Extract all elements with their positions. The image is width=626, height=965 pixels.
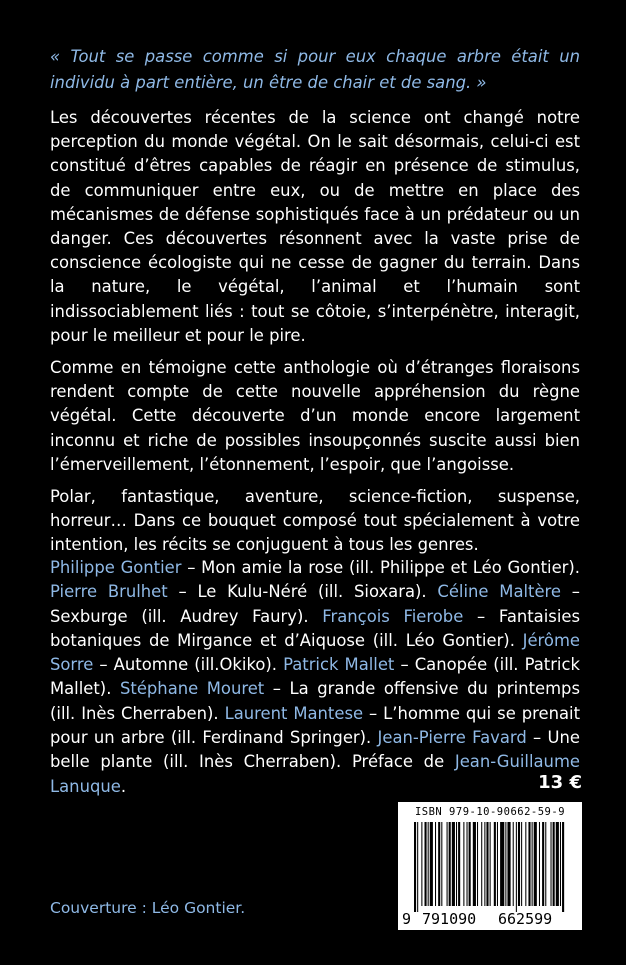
barcode-bar xyxy=(562,822,564,912)
barcode-bar xyxy=(467,822,468,906)
story-credit: – L’homme qui se prenait pour un arbre (ill. Ferdinand Springer). xyxy=(50,703,581,748)
ean-right-digits: 662599 xyxy=(498,910,553,928)
story-credit: – Mon amie la rose (ill. Philippe et Léo Gontier). xyxy=(181,558,580,577)
barcode-bar xyxy=(518,822,520,906)
barcode-bar xyxy=(438,822,440,906)
barcode-bar xyxy=(528,822,530,906)
barcode-bar xyxy=(494,822,496,906)
story-credit: – Sexburge (ill. Audrey Faury). xyxy=(50,582,580,626)
story-credit: . xyxy=(120,776,127,796)
author-name: Pierre Brulhet xyxy=(50,582,168,602)
author-name: Laurent Mantese xyxy=(224,703,364,723)
barcode-bar xyxy=(469,822,471,906)
barcode-bar xyxy=(525,822,526,906)
contents-credits xyxy=(50,556,580,799)
barcode-bar xyxy=(477,822,478,906)
author-name: François Fierobe xyxy=(322,606,464,626)
author-name: Jean-Guillaume Lanuque xyxy=(50,752,580,796)
barcode-bar xyxy=(516,822,517,912)
barcode-bar xyxy=(435,822,436,906)
story-credit: – Canopée (ill. Patrick Mallet). xyxy=(50,655,580,699)
barcode-bar xyxy=(497,822,498,906)
barcode-bar xyxy=(490,822,491,906)
barcode-bar xyxy=(505,822,506,906)
barcode-bar xyxy=(556,822,559,906)
story-credit: – La grande offensive du printemps (ill. Inès Cherraben). xyxy=(50,679,580,723)
barcode-bar xyxy=(539,822,540,906)
barcode-bar xyxy=(447,822,448,906)
barcode-bar xyxy=(484,822,485,906)
isbn-label: ISBN 979-10-90662-59-9 xyxy=(414,806,566,818)
barcode-bar xyxy=(428,822,429,906)
blurb-paragraph-2: Comme en témoigne cette anthologie où d’étranges floraisons rendent compte de cette nouvelle appréhension du règne végétal. Cette découverte d’un monde encore largement inconnu et riche de possibles insoupçonnés suscite aussi bien l’émerveillement, l’étonnement, l’espoir, que l’angoisse. xyxy=(50,358,580,474)
price: 13 € xyxy=(538,772,582,793)
story-credit: – Le Kulu-Néré (ill. Sioxara). xyxy=(167,582,438,602)
ean-first-digit: 9 xyxy=(402,910,412,928)
barcode-bars xyxy=(414,822,566,912)
barcode-bar xyxy=(534,822,537,906)
barcode-bar xyxy=(449,822,451,906)
barcode-bar xyxy=(507,822,510,906)
barcode-bar xyxy=(414,822,416,912)
barcode-bar xyxy=(560,822,561,906)
epigraph-quote: « Tout se passe comme si pour eux chaque arbre était un individu à part entière, un être de chair et de sang. » xyxy=(50,47,580,92)
barcode-bar xyxy=(551,822,552,906)
barcode-bar xyxy=(473,822,476,906)
isbn-barcode xyxy=(398,802,582,930)
author-name: Philippe Gontier xyxy=(50,558,182,577)
barcode-bar xyxy=(500,822,504,906)
author-name: Jean-Pierre Favard xyxy=(377,728,527,748)
story-credit: – Fantaisies botaniques de Mirgance et d’Aiquose (ill. Léo Gontier). xyxy=(50,606,580,650)
barcode-bar xyxy=(452,822,455,906)
barcode-bar xyxy=(486,822,488,906)
barcode-bar xyxy=(458,822,460,906)
barcode-bar xyxy=(421,822,422,906)
barcode-bar xyxy=(430,822,433,906)
barcode-bar xyxy=(542,822,544,906)
barcode-bar xyxy=(545,822,546,906)
barcode-bar xyxy=(456,822,457,906)
barcode-bar xyxy=(553,822,555,906)
author-name: Céline Maltère xyxy=(437,582,562,602)
barcode-bar xyxy=(481,822,482,906)
barcode-bar xyxy=(521,822,522,906)
blurb xyxy=(50,106,580,566)
author-name: Patrick Mallet xyxy=(283,655,395,675)
barcode-bar xyxy=(532,822,533,906)
blurb-paragraph-1: Les découvertes récentes de la science ont changé notre perception du monde végétal. On le sait désormais, celui-ci est constitué d’êtres capables de réagir en présence de stimulus, de communiquer entre eux, ou de mettre en place des mécanismes de défense sophistiqués face à un prédateur ou un danger. Ces découvertes résonnent avec la vaste prise de conscience écologiste qui ne cesse de gagner du terrain. Dans la nature, le végétal, l’animal et l’humain sont indissociablement liés : tout se côtoie, s’interpénètre, interagit, pour le meilleur et pour le pire. xyxy=(50,108,580,345)
cover-credit: Couverture : Léo Gontier. xyxy=(50,899,246,917)
barcode-bar xyxy=(463,822,464,906)
barcode-bar xyxy=(513,822,514,906)
author-name: Jérôme Sorre xyxy=(50,630,580,675)
ean-left-digits: 791090 xyxy=(422,910,477,928)
story-credit: – Automne (ill.Okiko). xyxy=(93,655,284,675)
story-credit: – Une belle plante (ill. Inès Cherraben). Préface de xyxy=(50,728,580,772)
author-name: Stéphane Mouret xyxy=(119,679,265,699)
barcode-bar xyxy=(441,822,442,906)
barcode-bar xyxy=(425,822,427,906)
blurb-paragraph-3: Polar, fantastique, aventure, science-fiction, suspense, horreur… Dans ce bouquet composé tout spécialement à votre intention, les récits se conjuguent à tous les genres. xyxy=(50,487,580,555)
barcode-bar xyxy=(417,822,418,912)
